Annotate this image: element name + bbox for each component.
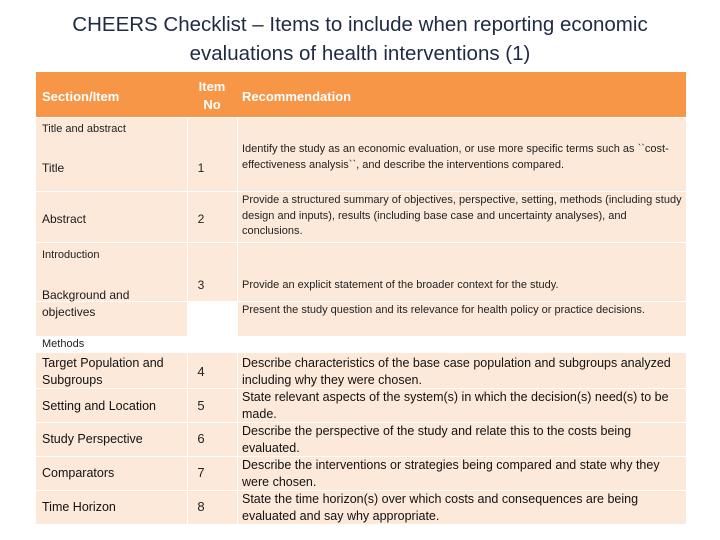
item-no-8: 8 bbox=[197, 499, 205, 514]
header-item-no bbox=[194, 78, 230, 114]
item-title: Title bbox=[42, 161, 65, 175]
recommendation-1: Identify the study as an economic evaluation, or use more specific terms such as ``cost-effectiveness analysis``, and describe the interventions compared. bbox=[242, 143, 669, 171]
section-label: Introduction bbox=[42, 249, 100, 261]
item-setting-location: Setting and Location bbox=[42, 399, 156, 413]
recommendation-5: State relevant aspects of the system(s) in which the decision(s) need(s) to be made. bbox=[242, 390, 669, 421]
item-no-4: 4 bbox=[197, 364, 205, 379]
recommendation-6: Describe the perspective of the study and relate this to the costs being evaluated. bbox=[242, 424, 632, 455]
recommendation-8: State the time horizon(s) over which costs and consequences are being evaluated and say why appropriate. bbox=[242, 492, 639, 523]
recommendation-2: Provide a structured summary of objectives, perspective, setting, methods (including study design and inputs), results (including base case and uncertainty analyses), and conclusions. bbox=[242, 194, 682, 237]
item-no-1: 1 bbox=[197, 161, 205, 175]
item-background-objectives: Background and objectives bbox=[42, 288, 130, 319]
item-time-horizon: Time Horizon bbox=[42, 500, 116, 514]
section-label: Title and abstract bbox=[42, 123, 126, 135]
recommendation-4: Describe characteristics of the base case population and subgroups analyzed including why they were chosen. bbox=[242, 356, 671, 387]
section-introduction bbox=[36, 242, 686, 270]
row-divider bbox=[36, 191, 686, 192]
slide-title bbox=[20, 10, 700, 68]
section-title-abstract bbox=[36, 117, 686, 143]
header-section-item: Section/Item bbox=[42, 89, 120, 104]
title-line-1: CHEERS Checklist – Items to include when reporting economic bbox=[72, 13, 648, 36]
section-methods bbox=[36, 336, 686, 354]
blank-cell bbox=[188, 302, 237, 336]
column-divider bbox=[237, 117, 238, 524]
section-label: Methods bbox=[42, 338, 85, 350]
recommendation-3a: Provide an explicit statement of the broader context for the study. bbox=[242, 279, 559, 291]
item-no-7: 7 bbox=[197, 465, 205, 480]
header-item-no-line2: No bbox=[203, 97, 221, 112]
item-no-3: 3 bbox=[197, 278, 205, 292]
recommendation-3b: Present the study question and its relevance for health policy or practice decisions. bbox=[242, 304, 645, 316]
item-abstract: Abstract bbox=[42, 212, 87, 226]
item-comparators: Comparators bbox=[42, 466, 115, 480]
item-study-perspective: Study Perspective bbox=[42, 432, 143, 446]
item-no-2: 2 bbox=[197, 212, 205, 226]
item-no-6: 6 bbox=[197, 431, 205, 446]
column-divider bbox=[187, 117, 188, 524]
header-recommendation: Recommendation bbox=[242, 89, 352, 104]
table-header bbox=[36, 72, 686, 117]
item-no-5: 5 bbox=[197, 398, 205, 413]
recommendation-7: Describe the interventions or strategies being compared and state why they were chosen. bbox=[242, 458, 660, 489]
header-item-no-line1: Item bbox=[198, 79, 226, 94]
title-line-2: evaluations of health interventions (1) bbox=[189, 42, 531, 65]
item-target-population: Target Population and Subgroups bbox=[42, 356, 164, 387]
